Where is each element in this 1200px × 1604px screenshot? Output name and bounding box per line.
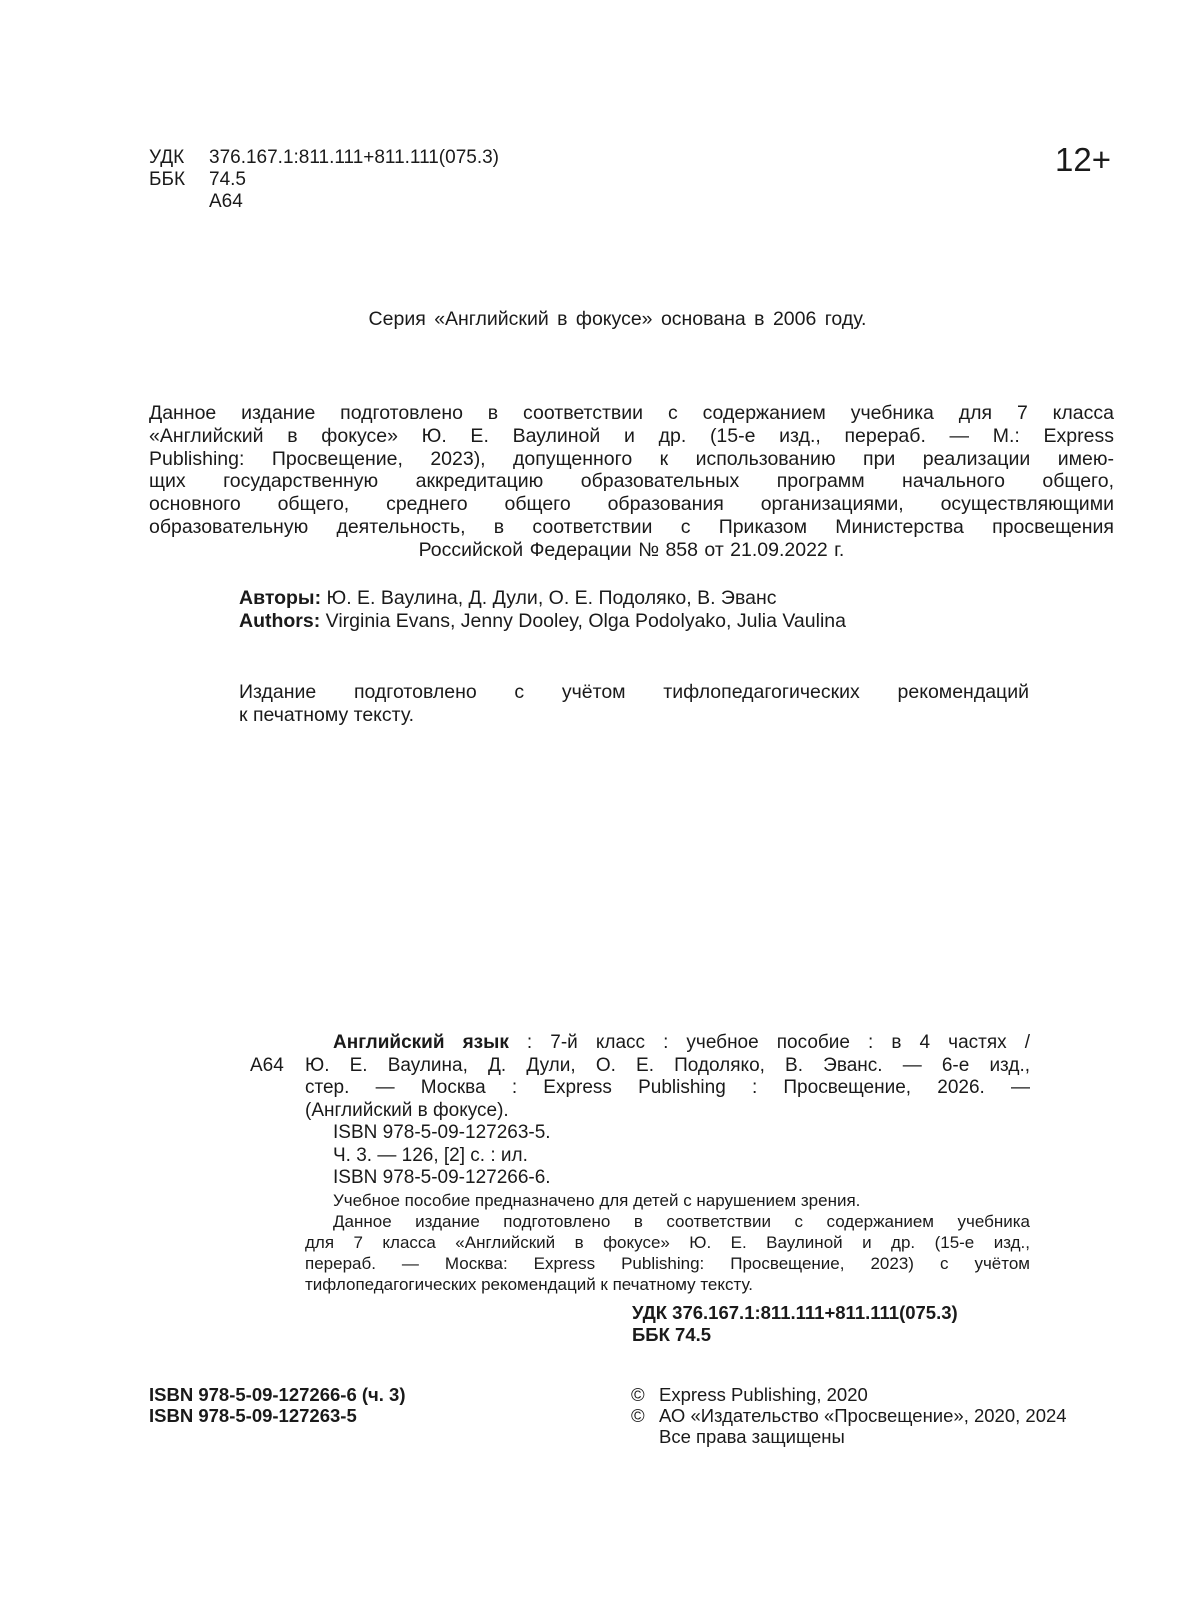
compliance-paragraph: [149, 402, 1114, 562]
catalog-title-line: [305, 1032, 1030, 1055]
copyright-line: [631, 1384, 1067, 1405]
bbk-label: ББК: [149, 169, 186, 190]
authors-ru: [239, 587, 846, 610]
author-mark-row: [149, 191, 499, 213]
copyright-icon: ©: [631, 1405, 645, 1426]
series-note: [0, 307, 1200, 331]
tiflo-line: к печатному тексту.: [239, 703, 415, 726]
isbn-part: ISBN 978-5-09-127266-6 (ч. 3): [149, 1384, 406, 1405]
authors-ru-label: Авторы:: [239, 587, 322, 609]
catalog-annotation: [305, 1190, 1030, 1295]
catalog-part-info: Ч. 3. — 126, [2] с. : ил.: [333, 1144, 528, 1166]
annotation-line: Учебное пособие предназначено для детей с нарушением зрения.: [333, 1190, 861, 1210]
compliance-line: Российской Федерации № 858 от 21.09.2022 г.: [418, 538, 845, 561]
copyright-icon: ©: [631, 1384, 645, 1405]
copyright-block: [631, 1384, 1067, 1447]
bbk-bottom: ББК 74.5: [632, 1324, 712, 1345]
catalog-isbn-part: ISBN 978-5-09-127266-6.: [333, 1167, 551, 1188]
compliance-line: образовательную деятельность, в соответствии с Приказом Министерства просвещения: [149, 515, 1114, 538]
age-rating: 12+: [1055, 141, 1111, 178]
bbk-value: 74.5: [209, 169, 246, 190]
catalog-title: Английский язык: [333, 1032, 509, 1053]
classification-block: [149, 147, 499, 213]
compliance-line: Данное издание подготовлено в соответствии с содержанием учебника для 7 класса: [149, 402, 1114, 424]
rights-reserved: Все права защищены: [659, 1426, 845, 1447]
copyright-holder: АО «Издательство «Просвещение», 2020, 2024: [659, 1405, 1067, 1426]
annotation-line: для 7 класса «Английский в фокусе» Ю. Е. Ваулиной и др. (15-е изд.,: [305, 1232, 1030, 1252]
compliance-line: щих государственную аккредитацию образовательных программ начального общего,: [149, 470, 1114, 493]
copyright-line: [631, 1405, 1067, 1426]
catalog-edition-line: стер. — Москва : Express Publishing : Просвещение, 2026. —: [305, 1077, 1030, 1098]
catalog-series-line: (Английский в фокусе).: [305, 1099, 509, 1121]
compliance-line: основного общего, среднего общего образования организациями, осуществляющими: [149, 493, 1114, 516]
authors-block: [239, 587, 846, 633]
authors-en: [239, 610, 846, 633]
annotation-line: тифлопедагогических рекомендаций к печатному тексту.: [305, 1274, 754, 1294]
udk-bottom: УДК 376.167.1:811.111+811.111(075.3): [632, 1302, 958, 1323]
udk-label: УДК: [149, 147, 185, 168]
catalog-mark: А64: [250, 1054, 284, 1076]
catalog-isbn-set: ISBN 978-5-09-127263-5.: [333, 1122, 551, 1143]
isbn-block: [149, 1384, 406, 1426]
authors-ru-names: Ю. Е. Ваулина, Д. Дули, О. Е. Подоляко, В. Эванс: [326, 587, 777, 609]
series-note-text: Серия «Английский в фокусе» основана в 2006 году.: [368, 308, 867, 330]
catalog-authors-line: Ю. Е. Ваулина, Д. Дули, О. Е. Подоляко, В. Эванс. — 6-е изд.,: [305, 1054, 1030, 1076]
udk-bbk-bottom: [632, 1302, 958, 1346]
catalog-body: [305, 1032, 1030, 1295]
compliance-line: «Английский в фокусе» Ю. Е. Ваулиной и др. (15-е изд., перераб. — М.: Express: [149, 424, 1114, 447]
catalog-title-rest: : 7-й класс : учебное пособие : в 4 частях /: [508, 1032, 1030, 1053]
authors-en-names: Virginia Evans, Jenny Dooley, Olga Podolyako, Julia Vaulina: [325, 609, 846, 632]
bbk-row: [149, 169, 499, 191]
tiflo-note: [239, 681, 1029, 727]
udk-row: [149, 147, 499, 169]
author-mark: А64: [209, 191, 243, 212]
compliance-line: Publishing: Просвещение, 2023), допущенного к использованию при реализации имею-: [149, 447, 1114, 470]
catalog-card: [250, 1032, 1030, 1295]
copyright-holder: Express Publishing, 2020: [659, 1384, 868, 1405]
annotation-line: перераб. — Москва: Express Publishing: Просвещение, 2023) с учётом: [305, 1253, 1030, 1273]
udk-value: 376.167.1:811.111+811.111(075.3): [209, 147, 500, 168]
tiflo-line: Издание подготовлено с учётом тифлопедагогических рекомендаций: [239, 681, 1029, 703]
isbn-set: ISBN 978-5-09-127263-5: [149, 1405, 357, 1426]
annotation-line: Данное издание подготовлено в соответствии с содержанием учебника: [333, 1211, 1030, 1231]
authors-en-label: Authors:: [239, 609, 321, 632]
